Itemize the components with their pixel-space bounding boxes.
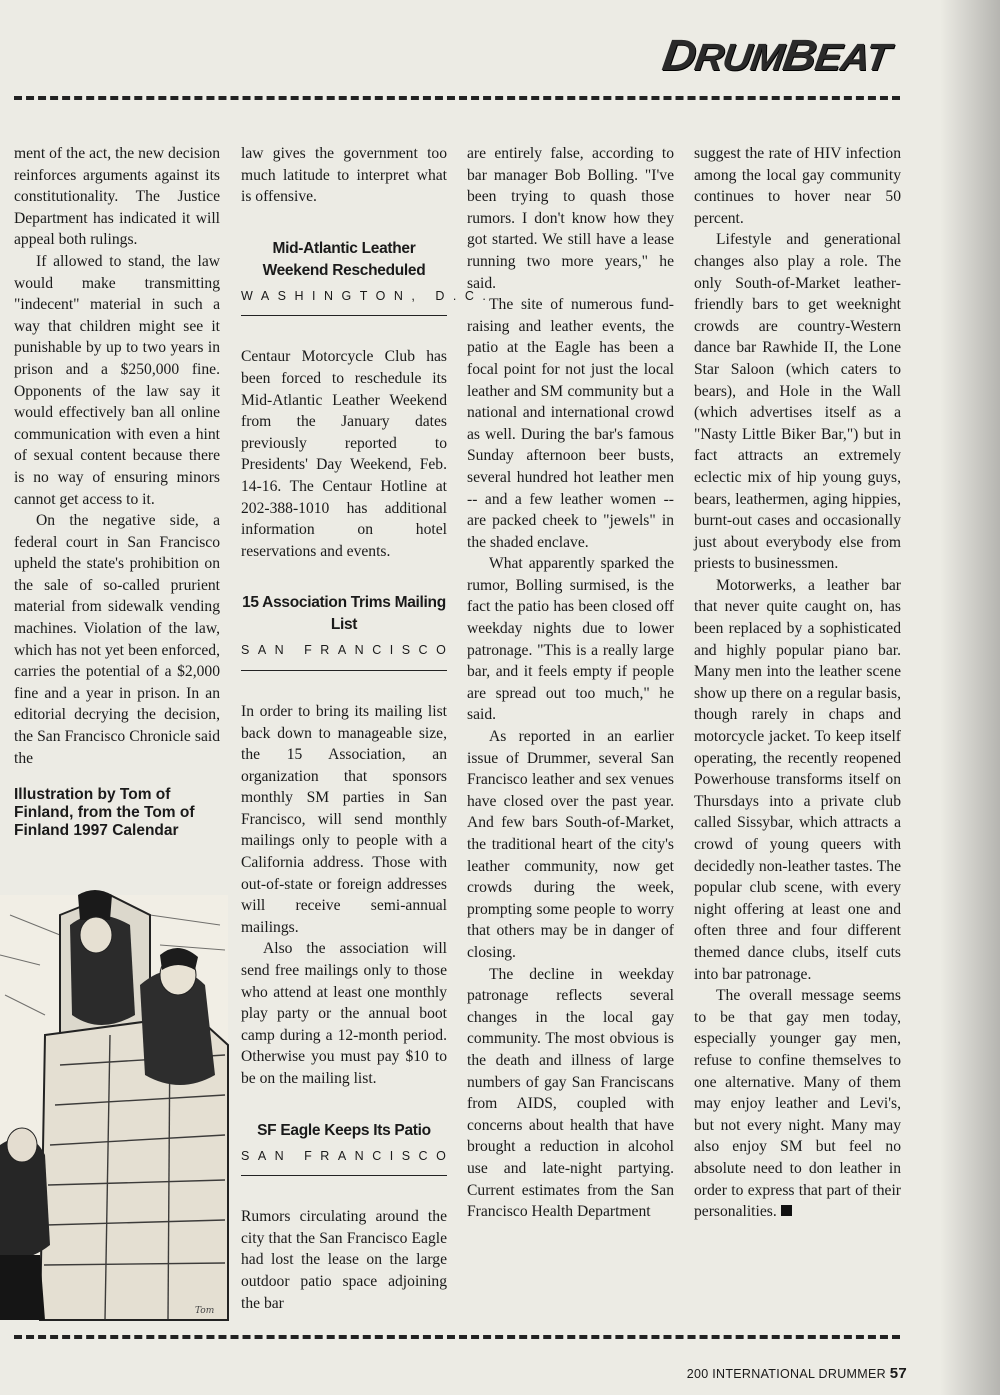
masthead-logo: DRUMBEAT	[659, 30, 893, 80]
story-headline: Mid-Atlantic Leather Weekend Rescheduled	[262, 239, 426, 279]
paragraph	[694, 985, 901, 1223]
end-of-story-mark	[781, 1205, 792, 1216]
story-headline: SF Eagle Keeps Its Patio	[257, 1121, 431, 1139]
paragraph: Centaur Motorcycle Club has been forced to reschedule its Mid-Atlantic Leather Weekend from the January dates previously reported to Presidents' Day Weekend, Feb. 14-16. The Centaur Hotline at 202-388-1010 has additional information on hotel reservations and events.	[241, 348, 447, 560]
column-2	[241, 143, 495, 1314]
paragraph: Also the association will send free mailings only to those who attend at least one monthly play party or the annual boot camp during a 12-month period. Otherwise you must pay $10 to be on the mailing list.	[241, 940, 447, 1087]
story-dateline: SAN FRANCISCO	[241, 1146, 447, 1177]
paragraph: are entirely false, according to bar manager Bob Bolling. "I've been trying to quash those rumors. I don't know how they got started. We still have a lease running two more years," he said.	[467, 145, 674, 292]
paragraph: law gives the government too much latitude to interpret what is offensive.	[241, 145, 447, 206]
paragraph-text: The overall message seems to be that gay men today, especially younger gay men, refuse to confine themselves to one alternative. Many of them may enjoy leather and Levi's, but not every night. Many may also enjoy SM but feel no absolute need to don leather in order to express that part of their personalities.	[694, 987, 901, 1221]
column-4	[694, 143, 901, 1223]
publication-name: 200 INTERNATIONAL DRUMMER	[686, 1367, 886, 1381]
paragraph: Motorwerks, a leather bar that never quite caught on, has been replaced by a sophisticated and highly popular piano bar. Many men into the leather scene show up there on a regular basis, though rarely in chaps and motorcycle jacket. To keep itself operating, the recently reopened Powerhouse transforms itself on Thursdays into a private club called Sissybar, which attracts a crowd of young queers with decidedly non-leather tastes. The popular club scene, with every night offering at least one and often three and four different themed dance clubs, itself cuts into bar patronage.	[694, 576, 901, 983]
paragraph: ment of the act, the new decision reinforces arguments against its constitutionality. The Justice Department has indicated it will appeal both rulings.	[14, 145, 220, 249]
story-dateline: SAN FRANCISCO	[241, 640, 447, 671]
paragraph: The site of numerous fund-raising and leather events, the patio at the Eagle has been a focal point for not just the local leather and SM community but a national and international crowd as well. During the bar's famous Sunday afternoon beer busts, several hundred hot leather men -- and a few leather women -- are packed cheek to "jewels" in the shaded enclave.	[467, 296, 674, 551]
page-number: 57	[889, 1365, 907, 1382]
paragraph: Rumors circulating around the city that the San Francisco Eagle had lost the lease on the large outdoor patio space adjoining the bar	[241, 1208, 447, 1312]
illustration-drawing	[0, 895, 228, 1320]
paragraph: What apparently sparked the rumor, Bolling surmised, is the fact the patio has been closed off weekday nights due to lower patronage. "This is a really large bar, and it feels empty if people are spread out too much," he said.	[467, 555, 674, 724]
story-dateline: WASHINGTON, D.C.	[241, 286, 447, 317]
illustration-image	[0, 895, 228, 1320]
illustration-caption: Illustration by Tom of Finland, from the Tom of Finland 1997 Calendar	[14, 786, 195, 840]
paragraph: If allowed to stand, the law would make transmitting "indecent" material in such a way that children might see it punishable by up to two years in prison and a $250,000 fine. Opponents of the law say it would effectively ban all online communication with even a hint of sexual content because there is no way of ensuring minors cannot get access to it.	[14, 252, 220, 508]
story-headline: 15 Association Trims Mailing List	[242, 594, 446, 634]
svg-text:Tom: Tom	[195, 1306, 215, 1316]
paragraph: Lifestyle and generational changes also play a role. The only South-of-Market leather-friendly bars to get weeknight crowds are country-Western dance bar Rawhide II, the Lone Star Saloon (which caters to bears), and Hole in the Wall (which advertises itself as a "Nasty Little Biker Bar,") but in fact attracts an extremely eclectic mix of hip young guys, bears, leathermen, aging hippies, burnt-out cases and occasionally just about everybody else from priests to businessmen.	[694, 231, 901, 573]
page-edge-shadow	[940, 0, 1000, 1395]
column-3	[467, 143, 674, 1223]
paragraph: suggest the rate of HIV infection among the local gay community continues to hover near 50 percent.	[694, 145, 901, 227]
paragraph: As reported in an earlier issue of Drummer, several San Francisco leather and sex venues have closed over the past year. And few bars South-of-Market, the traditional heart of the city's leather community, now get crowds during the week, prompting some people to worry that others may be in danger of closing.	[467, 728, 674, 961]
paragraph: The decline in weekday patronage reflects several changes in the local gay community. The most obvious is the death and illness of large numbers of gay San Franciscans from AIDS, coupled with concerns about health that have brought a reduction in alcohol use and late-night partying. Current estimates from the San Francisco Health Department	[467, 965, 674, 1221]
column-1	[14, 143, 220, 840]
paragraph: On the negative side, a federal court in San Francisco upheld the state's prohibition on the sale of so-called prurient material from sidewalk vending machines. Violation of the law, which has not yet been enforced, carries the potential of a $2,000 fine and a year in prison. In an editorial decrying the decision, the San Francisco Chronicle said the	[14, 512, 220, 767]
top-dashed-rule	[14, 96, 900, 100]
bottom-dashed-rule	[14, 1335, 900, 1339]
page-footer	[687, 1365, 907, 1382]
paragraph: In order to bring its mailing list back down to manageable size, the 15 Association, an organization that sponsors monthly SM parties in San Francisco, will send monthly mailings only to people with a California address. Those with out-of-state or foreign addresses will receive semi-annual mailings.	[241, 702, 447, 936]
